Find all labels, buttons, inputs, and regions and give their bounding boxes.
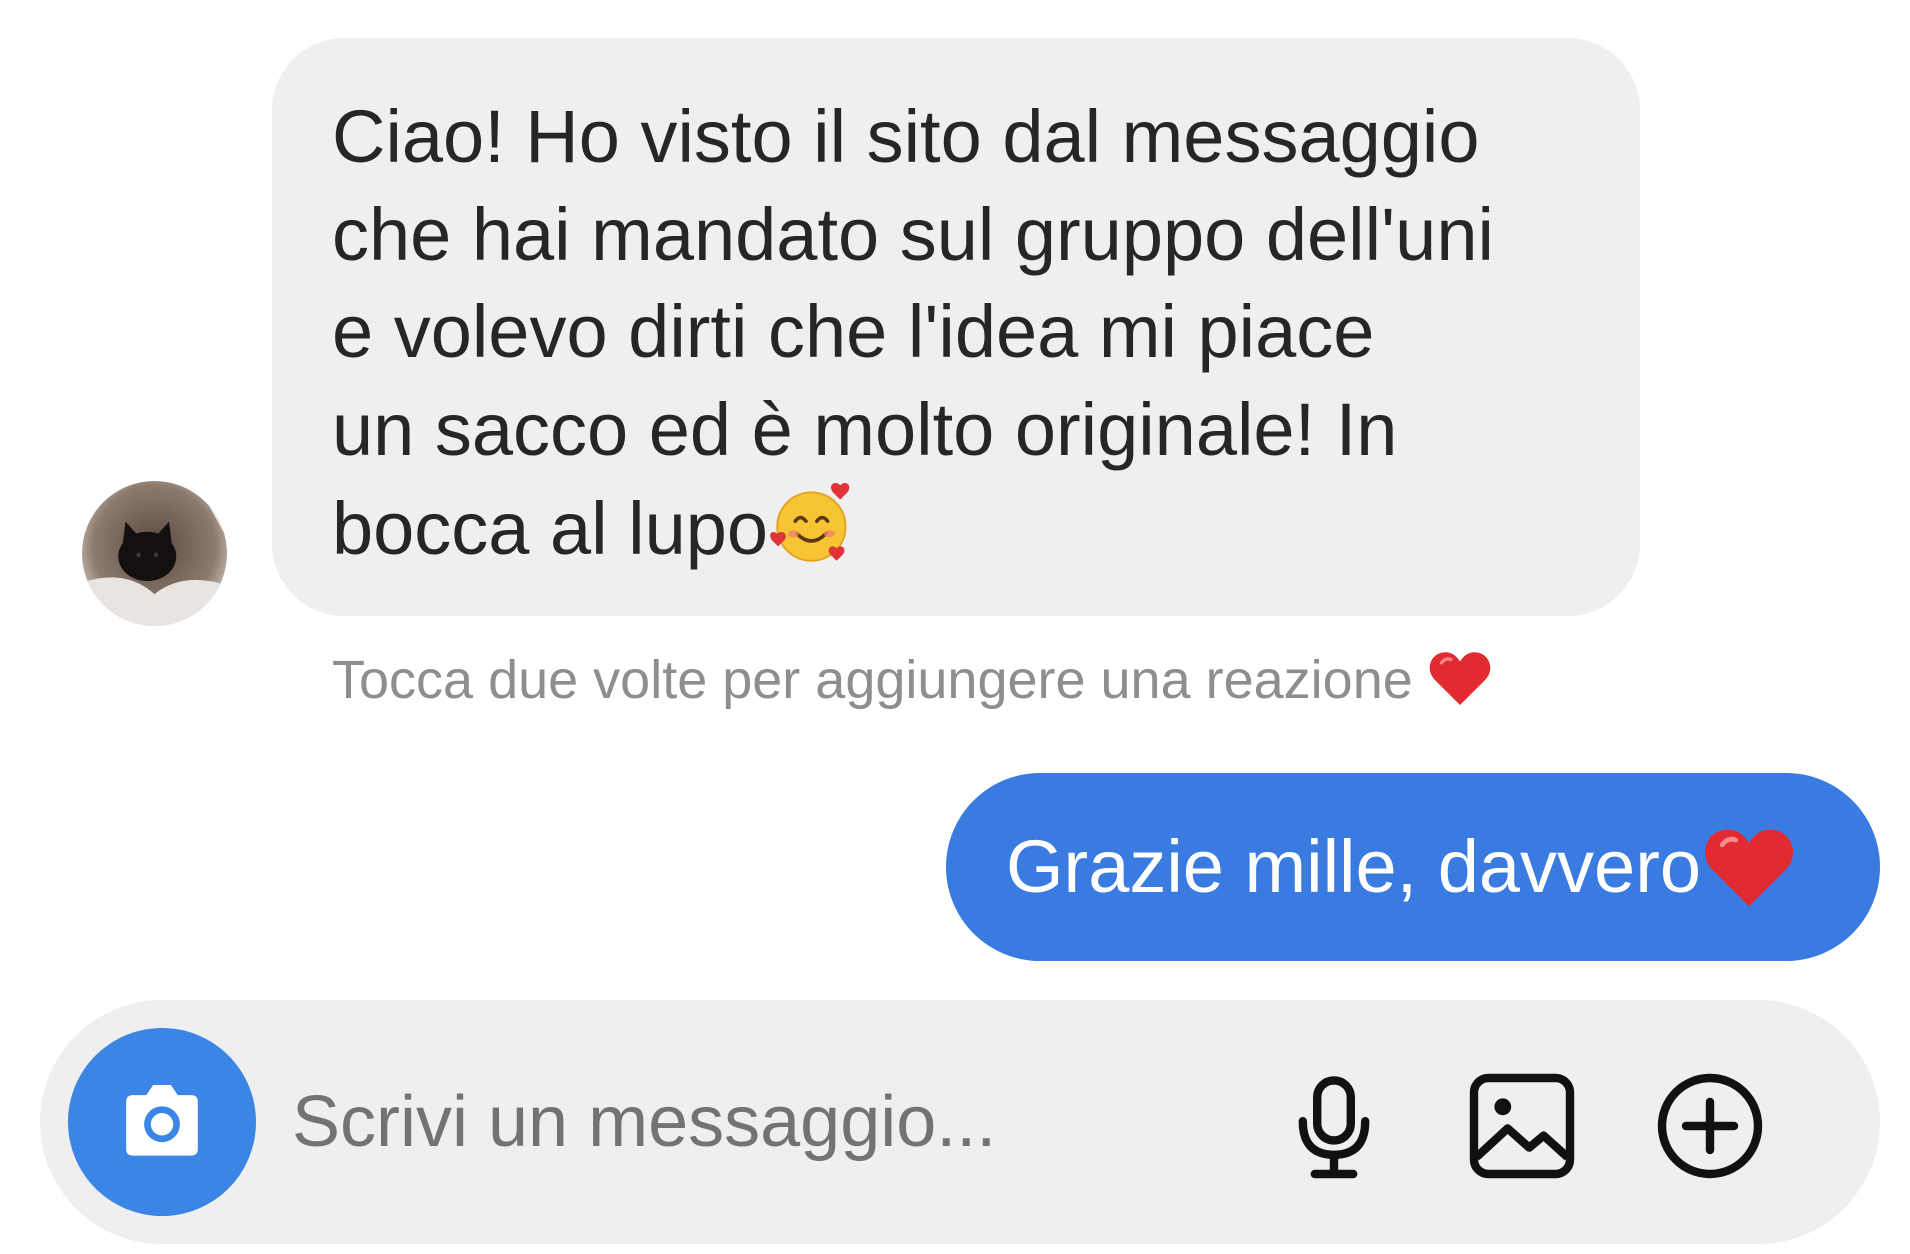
reaction-hint [332, 648, 1493, 712]
camera-button[interactable] [68, 1028, 256, 1216]
red-heart-icon [1427, 648, 1493, 708]
reaction-hint-text: Tocca due volte per aggiungere una reazione [332, 650, 1413, 710]
message-input[interactable] [292, 1070, 1192, 1174]
more-options-button[interactable] [1650, 1066, 1770, 1186]
outgoing-message-text: Grazie mille, davvero [1006, 825, 1702, 908]
image-gallery-icon [1462, 1066, 1582, 1186]
avatar[interactable] [82, 481, 227, 626]
camera-icon [106, 1066, 218, 1178]
message-composer [40, 1000, 1880, 1244]
smiling-face-with-hearts-icon [770, 478, 860, 568]
microphone-icon [1274, 1066, 1394, 1186]
black-cat-avatar-icon [82, 481, 227, 626]
incoming-message-text: Ciao! Ho visto il sito dal messaggio che hai mandato sul gruppo dell'uni e volevo dirti che l'idea mi piace un sacco ed è molto originale! In bocca al lupo [332, 95, 1494, 570]
incoming-message-bubble[interactable] [272, 38, 1640, 616]
add-plus-icon [1650, 1066, 1770, 1186]
outgoing-message-bubble[interactable] [946, 773, 1880, 961]
red-heart-icon [1701, 823, 1797, 911]
gallery-button[interactable] [1462, 1066, 1582, 1186]
microphone-button[interactable] [1274, 1066, 1394, 1186]
